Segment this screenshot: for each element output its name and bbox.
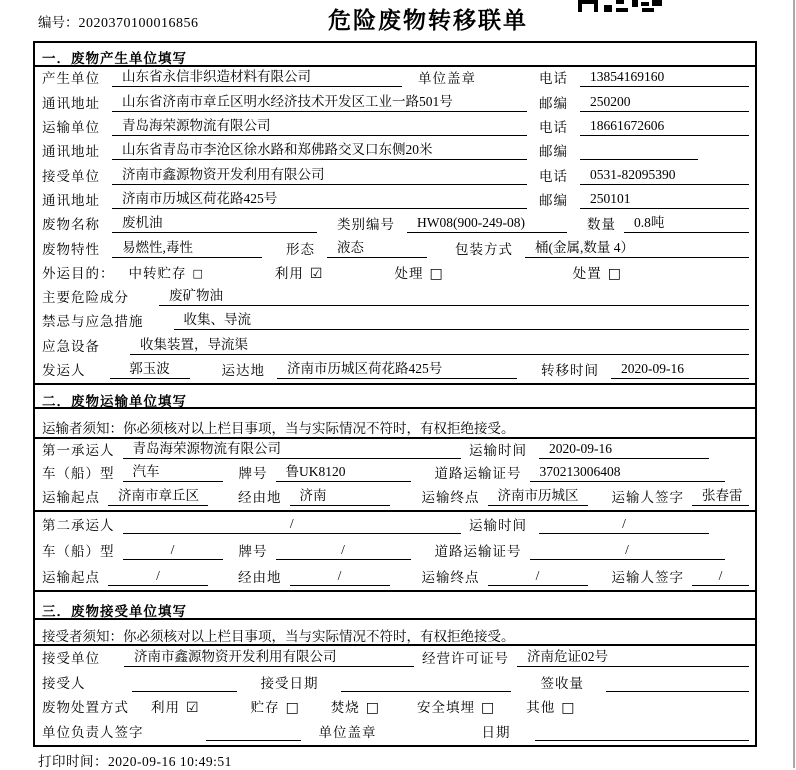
disposal-option-other (526, 696, 574, 716)
row-waste-name (35, 213, 755, 237)
receiver-phone-label: 电话 (539, 168, 568, 184)
carrier1-vehicle-label: 车（船）型 (42, 466, 115, 482)
row-disposal-method (35, 696, 755, 721)
waste-pack-label: 包装方式 (455, 241, 513, 257)
measures-label: 禁忌与应急措施 (42, 314, 144, 330)
field-carrier1-end: 济南市历城区 (488, 487, 588, 506)
field-measures: 收集、导流 (174, 311, 750, 330)
carrier2-plate-label: 牌号 (238, 544, 268, 559)
row-hazard-components (35, 286, 755, 310)
field-carrier2-end: / (488, 567, 588, 586)
field-carrier2-time: / (539, 515, 709, 534)
carrier2-end-label: 运输终点 (421, 570, 480, 585)
disposal-label: 废物处置方式 (42, 700, 129, 716)
carrier1-plate-label: 牌号 (238, 466, 268, 482)
field-received-qty (606, 673, 749, 692)
row-carrier1-route (35, 486, 755, 510)
checkbox-disposal-store-icon: □ (285, 700, 299, 717)
disposal-option-recycle (151, 696, 199, 716)
transporter-group (42, 116, 527, 136)
equipment-label: 应急设备 (42, 338, 100, 354)
print-timestamp (38, 750, 232, 770)
disposal-recycle-label: 利用 (151, 700, 180, 716)
transporter-label: 运输单位 (42, 119, 100, 135)
purpose-option-recycle (275, 262, 323, 282)
field-hazard: 废矿物油 (159, 287, 749, 306)
checkbox-storage-icon: □ (192, 266, 203, 280)
carrier2-via-label: 经由地 (238, 570, 282, 585)
field-transporter-address: 山东省青岛市李沧区徐水路和郑佛路交叉口东侧20米 (112, 141, 527, 160)
producer-zip-label: 邮编 (539, 95, 568, 111)
row-transporter-address (35, 140, 755, 164)
transporter-address-label: 通讯地址 (42, 144, 100, 160)
field-carrier2-sign: / (692, 567, 749, 586)
received-qty-label: 签收量 (540, 675, 584, 691)
transfer-time-label: 转移时间 (541, 363, 599, 379)
field-waste-qty: 0.8吨 (624, 214, 749, 233)
checkbox-treat-icon: □ (429, 265, 443, 282)
purpose-storage-label: 中转贮存 (128, 265, 187, 281)
section2-header: 二．废物运输单位填写 (35, 383, 755, 409)
field-carrier1-permit: 370213006408 (530, 463, 725, 482)
receiver-group (42, 165, 527, 185)
checkbox-disposal-incinerate-icon: □ (365, 700, 380, 717)
field-carrier2-name: / (123, 515, 462, 534)
field-producer-phone: 13854169160 (580, 68, 749, 87)
field-sign-date (535, 722, 750, 741)
field-carrier2-start: / (108, 567, 208, 586)
section3-header: 三．废物接受单位填写 (35, 590, 755, 620)
row-carrier1-name (35, 439, 755, 463)
field-producer-zip: 250200 (580, 93, 749, 112)
row-dispatch (35, 359, 755, 383)
producer-seal-label: 单位盖章 (418, 71, 476, 87)
producer-address-group (42, 92, 527, 112)
field-waste-code: HW08(900-249-08) (407, 214, 567, 233)
field-receiver-name: 济南市鑫源物资开发利用有限公司 (112, 166, 527, 185)
field-waste-char: 易燃性,毒性 (112, 239, 262, 258)
carrier2-label: 第二承运人 (42, 518, 115, 533)
field-carrier2-permit: / (530, 541, 725, 560)
disposal-other-label: 其他 (526, 700, 556, 716)
doc-number-value: 2020370100016856 (78, 16, 199, 31)
field-carrier1-name: 青岛海荣源物流有限公司 (123, 440, 462, 459)
page-right-edge (793, 0, 795, 768)
waste-char-label: 废物特性 (42, 241, 100, 257)
row-receiver (35, 164, 755, 188)
carrier1-label: 第一承运人 (42, 442, 115, 458)
producer-phone-label: 电话 (539, 71, 568, 87)
row-emergency-equipment (35, 334, 755, 358)
purpose-option-treat (394, 262, 442, 282)
field-carrier2-plate: / (276, 541, 411, 560)
responsible-sign-label: 单位负责人签字 (42, 725, 144, 740)
section3-body (35, 646, 755, 745)
row-producer-address (35, 91, 755, 115)
carrier2-sign-label: 运输人签字 (611, 570, 684, 585)
section1-body (35, 67, 755, 383)
disposal-option-landfill (417, 696, 494, 716)
hazard-label: 主要危险成分 (42, 290, 129, 306)
carrier2-start-label: 运输起点 (42, 570, 100, 585)
print-time-label: 打印时间： (38, 754, 108, 769)
field-carrier1-via: 济南 (290, 487, 390, 506)
field-receiver-address: 济南市历城区荷花路425号 (112, 190, 527, 209)
field-producer-address: 山东省济南市章丘区明水经济技术开发区工业一路501号 (112, 93, 527, 112)
disposal-store-label: 贮存 (250, 700, 280, 716)
page-title: 危险废物转移联单 (328, 7, 528, 33)
field-accept-unit: 济南市鑫源物资开发利用有限公司 (124, 648, 414, 667)
transporter-phone-group (539, 116, 749, 136)
carrier1-end-label: 运输终点 (421, 490, 480, 506)
transporter-address-group (42, 140, 527, 160)
waste-form-label: 形态 (286, 241, 315, 257)
accept-date-label: 接受日期 (260, 675, 319, 691)
purpose-dispose-label: 处置 (572, 265, 602, 281)
field-waste-name: 废机油 (112, 214, 317, 233)
field-equipment: 收集装置，导流渠 (130, 336, 749, 355)
carrier1-time-label: 运输时间 (469, 442, 527, 458)
field-receiver-phone: 0531-82095390 (580, 166, 749, 185)
row-transfer-purpose (35, 262, 755, 286)
license-label: 经营许可证号 (422, 650, 509, 666)
carrier1-block (35, 439, 755, 512)
field-transporter-name: 青岛海荣源物流有限公司 (112, 117, 527, 136)
section1-header: 一．废物产生单位填写 (35, 43, 755, 67)
doc-number-label: 编号： (38, 15, 79, 30)
waste-code-label: 类别编号 (337, 217, 395, 233)
checkbox-disposal-recycle-icon: ☑ (186, 700, 199, 717)
field-responsible-sign (206, 722, 301, 741)
purpose-label: 外运目的： (42, 265, 115, 281)
row-accept-unit (35, 646, 755, 671)
sign-date-label: 日期 (481, 725, 511, 740)
producer-address-label: 通讯地址 (42, 95, 100, 111)
row-producer (35, 67, 755, 91)
qr-code-fragment-icon (578, 0, 662, 12)
producer-label: 产生单位 (42, 71, 100, 87)
destination-label: 运达地 (221, 363, 265, 379)
carrier2-permit-label: 道路运输证号 (434, 544, 522, 559)
receiver-address-group (42, 189, 527, 209)
field-producer-name: 山东省永信非织造材料有限公司 (112, 68, 402, 87)
row-carrier2-route (35, 564, 755, 590)
purpose-recycle-label: 利用 (274, 265, 304, 281)
purpose-option-storage (129, 262, 203, 282)
disposal-landfill-label: 安全填埋 (417, 700, 476, 716)
row-transporter (35, 116, 755, 140)
row-receiver-address (35, 189, 755, 213)
receiver-zip-label: 邮编 (539, 192, 568, 208)
field-carrier1-vehicle: 汽车 (123, 463, 223, 482)
section3-notice: 接受者须知：你必须核对以上栏目事项，当与实际情况不符时，有权拒绝接受。 (35, 620, 755, 646)
waste-qty-label: 数量 (587, 217, 616, 233)
field-transporter-phone: 18661672606 (580, 117, 749, 136)
purpose-option-dispose (573, 262, 621, 282)
manifest-form-table (33, 41, 757, 747)
unit-seal-label: 单位盖章 (318, 725, 377, 740)
checkbox-dispose-icon: □ (607, 265, 621, 282)
carrier2-vehicle-label: 车（船）型 (42, 544, 115, 559)
doc-number (38, 11, 199, 32)
field-waste-form: 液态 (327, 239, 427, 258)
producer-zip-group (539, 92, 749, 112)
field-carrier2-vehicle: / (123, 541, 223, 560)
field-transporter-zip (580, 141, 698, 160)
field-license: 济南危证02号 (517, 648, 749, 667)
carrier1-permit-label: 道路运输证号 (434, 466, 522, 482)
purpose-treat-label: 处理 (394, 265, 424, 281)
disposal-incinerate-label: 焚烧 (330, 700, 360, 716)
receiver-address-label: 通讯地址 (42, 192, 100, 208)
field-carrier1-sign: 张春雷 (692, 487, 749, 506)
row-waste-characteristics (35, 237, 755, 261)
print-time-value: 2020-09-16 10:49:51 (108, 754, 232, 769)
receiver-zip-group (539, 189, 749, 209)
disposal-option-store (251, 696, 299, 716)
field-transfer-time: 2020-09-16 (611, 360, 749, 379)
carrier1-start-label: 运输起点 (42, 490, 100, 506)
row-carrier2-vehicle (35, 538, 755, 564)
row-acceptance (35, 671, 755, 696)
producer-phone-group (539, 67, 749, 87)
transporter-zip-group (539, 140, 749, 160)
field-receiver-zip: 250101 (580, 190, 749, 209)
checkbox-disposal-other-icon: □ (561, 700, 575, 717)
row-carrier2-name (35, 512, 755, 538)
carrier2-time-label: 运输时间 (469, 518, 527, 533)
field-waste-pack: 桶(金属,数量 4） (525, 239, 749, 258)
accept-unit-label: 接受单位 (42, 650, 100, 666)
section2-notice: 运输者须知：你必须核对以上栏目事项，当与实际情况不符时，有权拒绝接受。 (35, 409, 755, 439)
checkbox-disposal-landfill-icon: □ (481, 700, 495, 717)
transporter-zip-label: 邮编 (539, 144, 568, 160)
row-emergency-measures (35, 310, 755, 334)
transporter-phone-label: 电话 (539, 119, 568, 135)
receiver-label: 接受单位 (42, 168, 100, 184)
carrier1-sign-label: 运输人签字 (611, 490, 684, 506)
field-carrier2-via: / (290, 567, 390, 586)
field-dispatcher: 郭玉波 (110, 360, 190, 379)
row-signoff (35, 720, 755, 745)
acceptor-label: 接受人 (42, 675, 86, 691)
checkbox-recycle-icon: ☑ (309, 265, 323, 282)
carrier2-block (35, 512, 755, 590)
carrier1-via-label: 经由地 (238, 490, 282, 506)
waste-name-label: 废物名称 (42, 217, 100, 233)
field-destination: 济南市历城区荷花路425号 (277, 360, 517, 379)
receiver-phone-group (539, 165, 749, 185)
field-carrier1-start: 济南市章丘区 (108, 487, 208, 506)
dispatcher-label: 发运人 (42, 363, 86, 379)
field-accept-date (341, 673, 511, 692)
field-carrier1-plate: 鲁UK8120 (276, 463, 411, 482)
field-carrier1-time: 2020-09-16 (539, 440, 709, 459)
field-acceptor (132, 673, 237, 692)
disposal-option-incinerate (331, 696, 379, 716)
row-carrier1-vehicle (35, 463, 755, 487)
